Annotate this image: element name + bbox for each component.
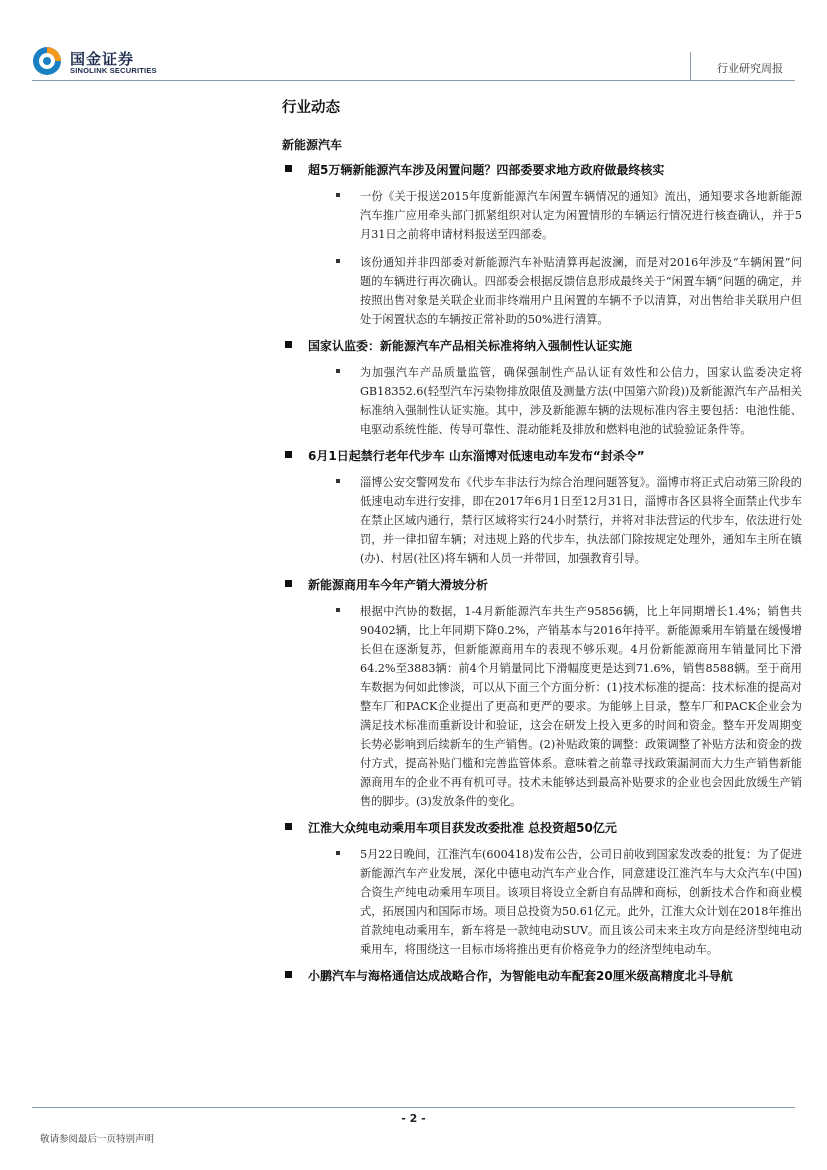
news-detail: [308, 253, 802, 329]
sinolink-logo-icon: [32, 46, 62, 76]
news-item-title: 江淮大众纯电动乘用车项目获发改委批准 总投资超50亿元: [308, 821, 617, 835]
report-type-label: 行业研究周报: [717, 62, 783, 75]
news-item: [282, 820, 802, 959]
logo-english-name: SINOLINK SECURITIES: [70, 66, 157, 75]
square-bullet-icon: [285, 165, 292, 172]
logo-chinese-name: 国金证券: [70, 50, 135, 68]
news-detail: [308, 845, 802, 959]
small-square-bullet-icon: [336, 369, 340, 373]
news-item-title: 国家认监委：新能源汽车产品相关标准将纳入强制性认证实施: [308, 339, 633, 353]
small-square-bullet-icon: [336, 259, 340, 263]
news-item: [282, 968, 802, 985]
page-number: - 2 -: [401, 1112, 426, 1125]
news-detail-text: 淄博公安交警网发布《代步车非法行为综合治理问题答复》。淄博市将正式启动第三阶段的低速电动车进行安排，即在2017年6月1日至12月31日，淄博市各区县将全面禁止代步车在禁止区域内通行，禁行区域将实行24小时禁行，并将对非法营运的代步车，依法进行处罚，并一律扣留车辆；对违规上路的代步车，执法部门除按规定处理外，通知车主所在镇(办)、村居(社区)将车辆和人员一并带回，加强教育引导。: [360, 476, 802, 565]
small-square-bullet-icon: [336, 608, 340, 612]
news-detail-text: 5月22日晚间，江淮汽车(600418)发布公告，公司日前收到国家发改委的批复：为了促进新能源汽车产业发展，深化中德电动汽车产业合作，同意建设江淮汽车与大众汽车(中国)合资生产纯电动乘用车项目。该项目将设立全新自有品牌和商标，创新技术合作和商业模式，拓展国内和国际市场。项目总投资为50.61亿元。此外，江淮大众计划在2018年推出首款纯电动乘用车，新车将是一款纯电动SUV。而且该公司未来主攻方向是经济型纯电动乘用车，将围绕这一目标市场将推出更有价格竞争力的经济型纯电动车。: [360, 848, 802, 956]
news-item: [282, 448, 802, 568]
disclaimer-note: 敬请参阅最后一页特别声明: [40, 1134, 155, 1145]
square-bullet-icon: [285, 823, 292, 830]
news-detail-text: 为加强汽车产品质量监管，确保强制性产品认证有效性和公信力，国家认监委决定将GB18352.6(轻型汽车污染物排放限值及测量方法(中国第六阶段))及新能源汽车产品相关标准纳入强制性认证实施。其中，涉及新能源车辆的法规标准内容主要包括：电池性能、电驱动系统性能、传导可靠性、混动能耗及排放和燃料电池的试验验证条件等。: [360, 366, 802, 436]
news-item: [282, 338, 802, 439]
square-bullet-icon: [285, 580, 292, 587]
news-detail: [308, 602, 802, 811]
company-logo: [32, 46, 162, 80]
news-detail: [308, 187, 802, 244]
small-square-bullet-icon: [336, 479, 340, 483]
header-rule: [32, 80, 795, 81]
news-item: [282, 162, 802, 329]
square-bullet-icon: [285, 451, 292, 458]
news-item-title: 超5万辆新能源汽车涉及闲置问题？四部委要求地方政府做最终核实: [308, 163, 665, 177]
small-square-bullet-icon: [336, 193, 340, 197]
news-item-title: 新能源商用车今年产销大滑坡分析: [308, 578, 489, 592]
news-detail: [308, 363, 802, 439]
news-detail-text: 根据中汽协的数据，1-4月新能源汽车共生产95856辆，比上年同期增长1.4%；销售共90402辆，比上年同期下降0.2%，产销基本与2016年持平。新能源乘用车销量在缓慢增长但在逐渐复苏，但新能源商用车的表现不够乐观。4月份新能源商用车销量同比下滑64.2%至3883辆：前4个月销量同比下滑幅度更是达到71.6%，销售8588辆。至于商用车数据为何如此惨淡，可以从下面三个方面分析：(1)技术标准的提高：技术标准的提高对整车厂和PACK企业提出了更高和更严的要求。为能够上目录，整车厂和PACK企业会为满足技术标准而重新设计和验证，这会在研发上投入更多的时间和资金。整车开发周期变长势必影响到后续新车的生产销售。(2)补贴政策的调整：政策调整了补贴方法和资金的拨付方式，提高补贴门槛和完善监管体系。意味着之前靠寻找政策漏洞而大力生产销售新能源商用车的企业不再有机可寻。技术未能够达到最高补贴要求的企业也会因此放缓生产销售的脚步。(3)发放条件的变化。: [360, 605, 802, 808]
news-item-title: 6月1日起禁行老年代步车 山东淄博对低速电动车发布“封杀令”: [308, 449, 645, 463]
news-item-title: 小鹏汽车与海格通信达成战略合作，为智能电动车配套20厘米级高精度北斗导航: [308, 969, 733, 983]
subsection-title: 新能源汽车: [282, 138, 343, 152]
square-bullet-icon: [285, 971, 292, 978]
news-item: [282, 577, 802, 811]
footer-rule: [32, 1107, 795, 1108]
main-content: [282, 96, 802, 994]
section-title: 行业动态: [282, 100, 340, 116]
news-detail: [308, 473, 802, 568]
header-divider-vertical: [690, 52, 691, 80]
small-square-bullet-icon: [336, 851, 340, 855]
news-detail-text: 该份通知并非四部委对新能源汽车补贴清算再起波澜，而是对2016年涉及“车辆闲置”问题的车辆进行再次确认。四部委会根据反馈信息形成最终关于“闲置车辆”问题的确定，并按照出售对象是关联企业而非终端用户且闲置的车辆不予以清算，对出售给非关联用户但处于闲置状态的车辆按正常补助的50%进行清算。: [360, 256, 802, 326]
news-detail-text: 一份《关于报送2015年度新能源汽车闲置车辆情况的通知》流出，通知要求各地新能源汽车推广应用牵头部门抓紧组织对认定为闲置情形的车辆运行情况进行核查确认，并于5月31日之前将申请材料报送至四部委。: [360, 190, 802, 241]
square-bullet-icon: [285, 341, 292, 348]
page-header: [0, 0, 827, 82]
news-list: [282, 162, 802, 985]
